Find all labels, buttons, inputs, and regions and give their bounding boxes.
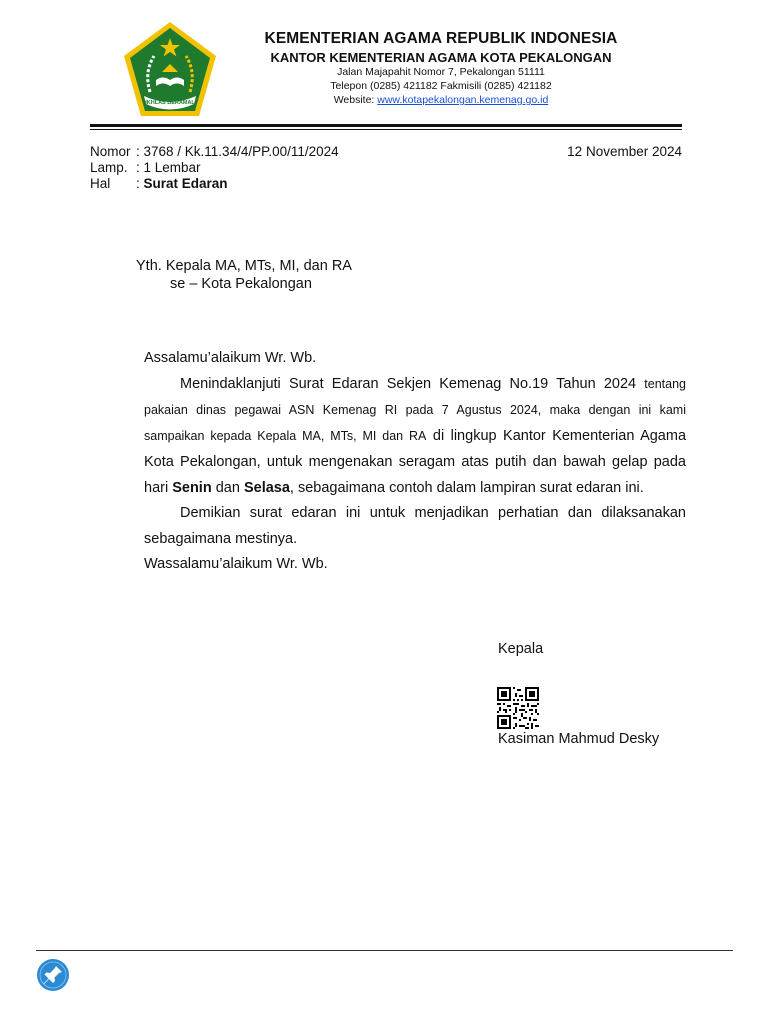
p1-l5-pre: hari: [144, 480, 173, 496]
paragraph-1-line-2: pakaian dinas pegawai ASN Kemenag RI pada 7 Agustus 2024, maka dengan ini kami: [144, 403, 686, 417]
office-website: [230, 94, 652, 106]
pin-icon: [36, 958, 70, 992]
recipient-line: Yth. Kepala MA, MTs, MI, dan RA: [136, 258, 352, 274]
meta-lamp-value: : 1 Lembar: [136, 160, 201, 175]
paragraph-1-line-3: [144, 428, 686, 444]
paragraph-1-line-4: Kota Pekalongan, untuk mengenakan seragam atas putih dan bawah gelap pada: [144, 454, 686, 470]
p1-l5-mid: dan: [211, 480, 244, 496]
website-link[interactable]: www.kotapekalongan.kemenag.go.id: [377, 94, 549, 106]
header-rule-thick: [90, 124, 682, 127]
signatory-name: Kasiman Mahmud Desky: [498, 731, 660, 747]
paragraph-2-line-2: sebagaimana mestinya.: [144, 531, 298, 547]
meta-hal-value: Surat Edaran: [143, 176, 228, 191]
p1-l5-post: , sebagaimana contoh dalam lampiran surat edaran ini.: [289, 480, 644, 496]
day-senin: Senin: [172, 480, 212, 496]
paragraph-1-line-1: [180, 376, 686, 392]
p1-l3-text: sampaikan kepada Kepala MA, MTs, MI dan RA: [144, 429, 427, 443]
closing: Wassalamu’alaikum Wr. Wb.: [144, 556, 328, 572]
meta-nomor-label: Nomor: [90, 144, 131, 159]
recipient-location: se – Kota Pekalongan: [170, 276, 312, 292]
footer-rule: [36, 950, 733, 951]
meta-nomor: [90, 144, 339, 160]
meta-lamp-label: Lamp.: [90, 160, 128, 175]
meta-lamp: [90, 160, 201, 176]
logo-motto: IKHLAS BERAMAL: [145, 100, 195, 106]
greeting: Assalamu’alaikum Wr. Wb.: [144, 350, 317, 366]
p1-l1-tail: tentang: [644, 377, 686, 391]
ministry-logo: [122, 20, 218, 120]
signatory-title: Kepala: [498, 641, 544, 657]
office-name: KANTOR KEMENTERIAN AGAMA KOTA PEKALONGAN: [270, 50, 612, 65]
day-selasa: Selasa: [243, 480, 290, 496]
office-address: Jalan Majapahit Nomor 7, Pekalongan 51111: [337, 66, 545, 78]
meta-nomor-value: : 3768 / Kk.11.34/4/PP.00/11/2024: [136, 144, 339, 159]
header-rule-thin: [90, 129, 682, 130]
paragraph-2-line-1: Demikian surat edaran ini untuk menjadikan perhatian dan dilaksanakan: [180, 505, 686, 521]
qr-code-icon: [497, 687, 539, 729]
letter-date: 12 November 2024: [567, 144, 682, 159]
paragraph-1-line-5: [144, 480, 686, 496]
meta-hal-colon: :: [136, 176, 144, 191]
ministry-name: KEMENTERIAN AGAMA REPUBLIK INDONESIA: [264, 30, 618, 47]
meta-hal: [90, 176, 228, 192]
p1-l1-text: Menindaklanjuti Surat Edaran Sekjen Kemenag No.19 Tahun 2024: [180, 376, 637, 392]
website-label: Website:: [333, 94, 378, 106]
meta-hal-label: Hal: [90, 176, 111, 191]
p1-l3-tail: di lingkup Kantor Kementerian Agama: [432, 428, 687, 444]
office-phone: Telepon (0285) 421182 Fakmisili (0285) 421182: [330, 80, 552, 92]
